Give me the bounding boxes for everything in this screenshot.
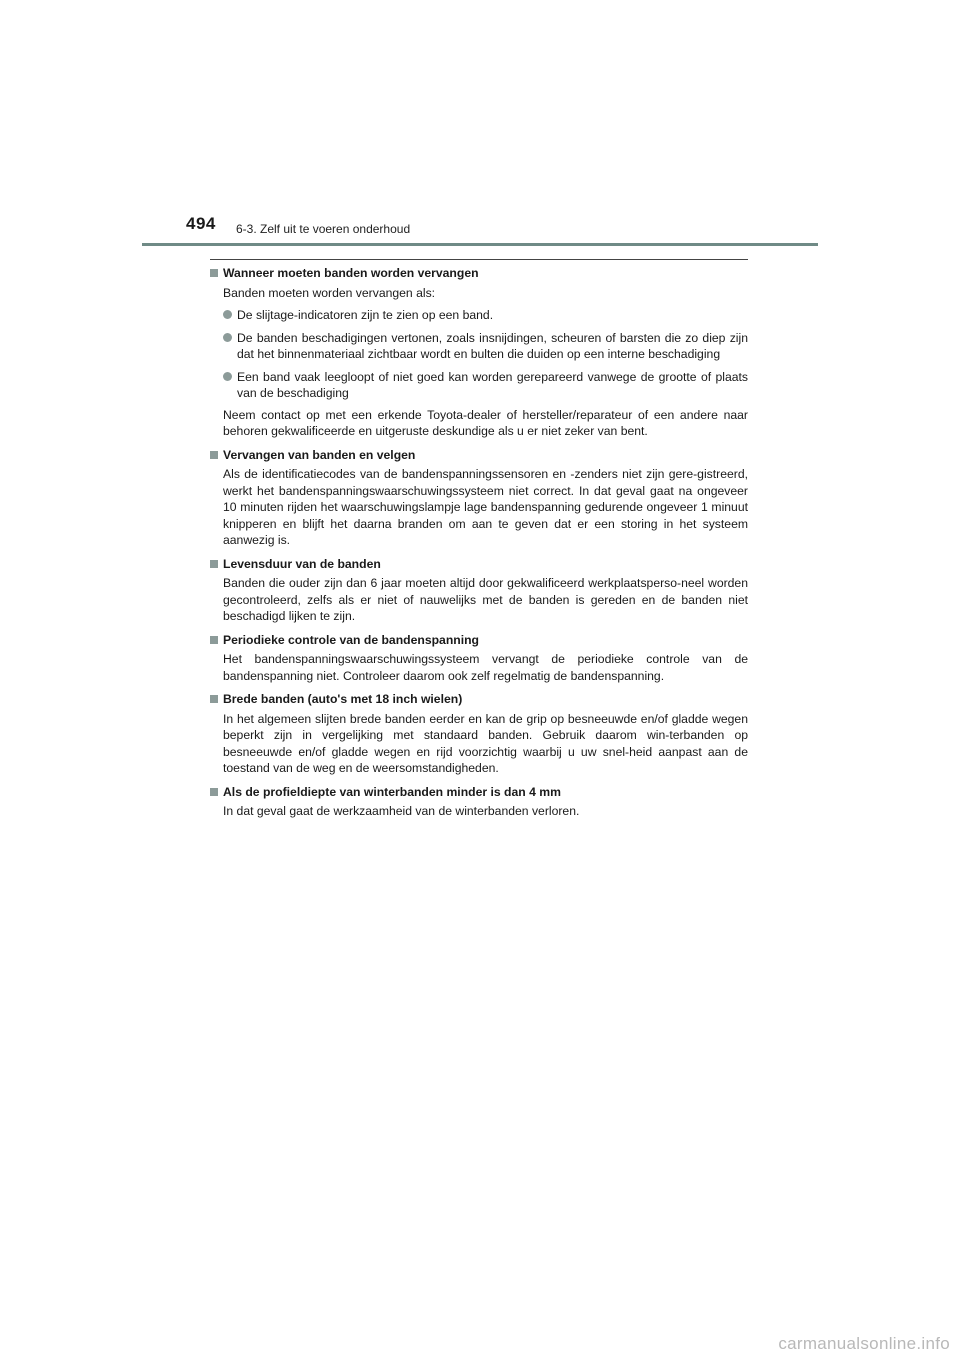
header-rule	[142, 243, 818, 246]
square-bullet-icon	[210, 269, 218, 277]
round-bullet-icon	[223, 333, 232, 342]
page-number: 494	[186, 214, 216, 233]
section-body: Banden die ouder zijn dan 6 jaar moeten altijd door gekwalificeerd werkplaatsperso-neel worden gecontroleerd, zelfs als er niet of nauwelijks met de banden is gereden en de banden niet beschadigd lijken te zijn.	[223, 576, 748, 623]
round-bullet-icon	[223, 310, 232, 319]
square-bullet-icon	[210, 695, 218, 703]
section-heading: Als de profieldiepte van winterbanden minder is dan 4 mm	[210, 784, 748, 801]
content	[210, 265, 748, 827]
list-item: De slijtage-indicatoren zijn te zien op een band.	[210, 307, 748, 324]
section-wide-tires	[210, 691, 748, 777]
section-pressure-check	[210, 632, 748, 685]
square-bullet-icon	[210, 560, 218, 568]
section-tire-replacement	[210, 265, 748, 440]
section-body: Als de identificatiecodes van de bandenspanningssensoren en -zenders niet zijn gere-gistreerd, werkt het bandenspanningswaarschuwingssysteem niet correct. In dat geval gaat na ongeveer 10 minuten rijden het waarschuwingslampje lage bandenspanning gedurende ongeveer 1 minuut knipperen en blijft het daarna branden om aan te geven dat er een storing in het systeem aanwezig is.	[223, 467, 748, 547]
section-winter-tread-depth	[210, 784, 748, 820]
section-outro: Neem contact op met een erkende Toyota-dealer of hersteller/reparateur of een andere naar behoren gekwalificeerde en uitgeruste deskundige als u er niet zeker van bent.	[223, 407, 748, 438]
watermark: carmanualsonline.info	[778, 1334, 950, 1353]
section-body: In dat geval gaat de werkzaamheid van de winterbanden verloren.	[223, 804, 580, 818]
list-item: De banden beschadigingen vertonen, zoals insnijdingen, scheuren of barsten die zo diep zijn dat het binnenmateriaal zichtbaar wordt en bulten die duiden op een interne beschadiging	[210, 330, 748, 363]
section-intro: Banden moeten worden vervangen als:	[223, 285, 436, 300]
section-title: 6-3. Zelf uit te voeren onderhoud	[236, 222, 411, 236]
content-top-rule	[210, 259, 748, 260]
section-tires-and-rims	[210, 447, 748, 549]
square-bullet-icon	[210, 451, 218, 459]
section-heading: Vervangen van banden en velgen	[210, 447, 748, 464]
section-heading: Wanneer moeten banden worden vervangen	[210, 265, 748, 282]
round-bullet-icon	[223, 372, 232, 381]
section-body: Het bandenspanningswaarschuwingssysteem vervangt de periodieke controle van de bandenspanning niet. Controleer daarom ook zelf regelmatig de bandenspanning.	[223, 652, 748, 683]
list-item: Een band vaak leegloopt of niet goed kan worden gerepareerd vanwege de grootte of plaats van de beschadiging	[210, 369, 748, 402]
square-bullet-icon	[210, 788, 218, 796]
section-heading: Levensduur van de banden	[210, 556, 748, 573]
section-body: In het algemeen slijten brede banden eerder en kan de grip op besneeuwde en/of gladde wegen beperkt zijn in vergelijking met standaard banden. Gebruik daarom win-terbanden op besneeuwde en/of gladde wegen en rijd voorzichtig waarbij u uw snel-heid aanpast aan de toestand van de weg en de weersomstandigheden.	[223, 711, 748, 775]
section-tire-lifespan	[210, 556, 748, 625]
section-heading: Brede banden (auto's met 18 inch wielen)	[210, 691, 748, 708]
square-bullet-icon	[210, 636, 218, 644]
section-heading: Periodieke controle van de bandenspanning	[210, 632, 748, 649]
